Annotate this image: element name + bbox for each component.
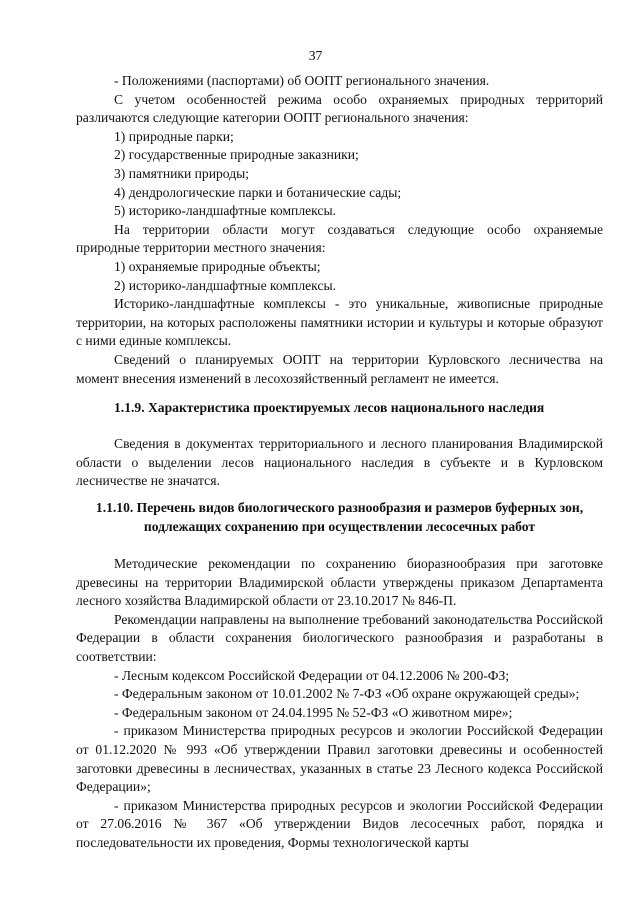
list-item: - Лесным кодексом Российской Федерации от 04.12.2006 № 200-ФЗ; xyxy=(114,667,510,683)
list-item: 2) государственные природные заказники; xyxy=(114,147,359,163)
paragraph: Сведений о планируемых ООПТ на территории Курловского лесничества на момент внесения изменений в лесохозяйственный регламент не имеется. xyxy=(76,351,603,386)
list-item: - приказом Министерства природных ресурсов и экологии Российской Федерации от 27.06.2016 № 367 «Об утверждении Видов лесосечных работ, порядка и последовательности их проведения, Формы технологической карты xyxy=(76,797,603,850)
list-item: 2) историко-ландшафтные комплексы. xyxy=(114,277,336,293)
section-oopt xyxy=(76,72,603,388)
page-number: 37 xyxy=(308,48,323,63)
section-1110-body xyxy=(76,555,603,853)
list-item: 3) памятники природы; xyxy=(114,165,250,181)
paragraph: - Положениями (паспортами) об ООПТ регионального значения. xyxy=(114,73,490,88)
list-item: 5) историко-ландшафтные комплексы. xyxy=(114,203,336,219)
list-item: 1) охраняемые природные объекты; xyxy=(114,258,321,274)
paragraph: Методические рекомендации по сохранению биоразнообразия при заготовке древесины на территории Владимирской области утверждены приказом Департамента лесного хозяйства Владимирской области от 23.10.2017 № 846-П. xyxy=(76,556,603,609)
list-item: 4) дендрологические парки и ботанические сады; xyxy=(114,184,402,200)
section-119-body xyxy=(76,435,603,491)
paragraph: Историко-ландшафтные комплексы - это уникальные, живописные природные территории, на которых расположены памятники истории и культуры и которые образуют с ними единые комплексы. xyxy=(76,296,603,349)
list-item: - Федеральным законом от 24.04.1995 № 52-ФЗ «О животном мире»; xyxy=(114,704,513,720)
section-heading: 1.1.9. Характеристика проектируемых лесов национального наследия xyxy=(114,400,545,415)
paragraph: На территории области могут создаваться следующие особо охраняемые природные территории местного значения: xyxy=(76,221,603,256)
list-item: 1) природные парки; xyxy=(114,128,234,144)
paragraph: С учетом особенностей режима особо охраняемых природных территорий различаются следующие категории ООПТ регионального значения: xyxy=(76,91,603,126)
paragraph: Рекомендации направлены на выполнение требований законодательства Российской Федерации в области сохранения биологического разнообразия и разработаны в соответствии: xyxy=(76,611,603,664)
section-heading-119 xyxy=(76,399,603,418)
list-item: - Федеральным законом от 10.01.2002 № 7-ФЗ «Об охране окружающей среды»; xyxy=(114,686,580,702)
list-item: - приказом Министерства природных ресурсов и экологии Российской Федерации от 01.12.2020 № 993 «Об утверждении Правил заготовки древесины и особенностей заготовки древесины в лесничествах, указанных в статье 23 Лесного кодекса Российской Федерации»; xyxy=(76,723,603,795)
section-heading: 1.1.10. Перечень видов биологического разнообразия и размеров буферных зон, подлежащих сохранению при осуществлении лесосечных работ xyxy=(95,500,584,534)
paragraph: Сведения в документах территориального и лесного планирования Владимирской области о выделении лесов национального наследия в субъекте и в Курловском лесничестве не значатся. xyxy=(76,436,603,489)
section-heading-1110 xyxy=(76,499,603,536)
